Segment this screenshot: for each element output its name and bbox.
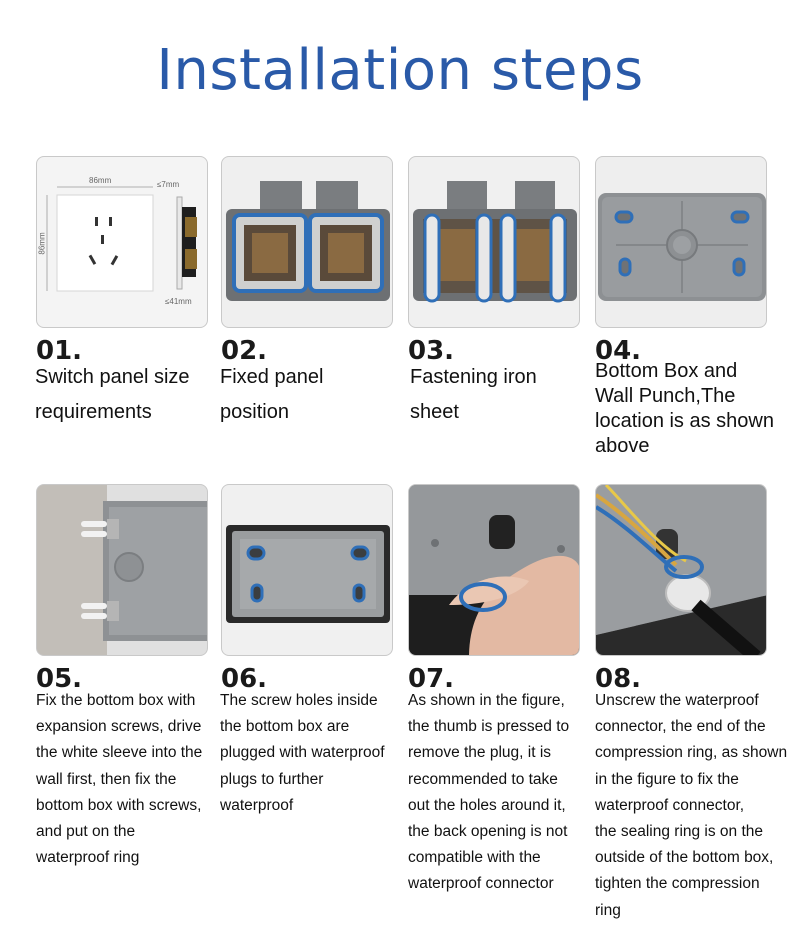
step-3-line: Fastening iron [410, 366, 537, 388]
height-dimension-label: 86mm [37, 232, 47, 255]
step-8-number: 08. [595, 664, 642, 694]
step-2-line: position [220, 401, 289, 423]
step-8-caption [595, 688, 800, 924]
step-8-line: connector, the end of the [595, 718, 766, 736]
step-8-line: compression ring, as shown [595, 744, 788, 762]
step-7-line: the back opening is not [408, 823, 568, 841]
depth-bottom-label: ≤41mm [165, 297, 192, 306]
step-2-image [221, 156, 393, 328]
step-6-number: 06. [221, 664, 268, 694]
step-5-image [36, 484, 208, 656]
step-6-image [221, 484, 393, 656]
step-4-line: above [595, 435, 650, 457]
step-6-line: the bottom box are [220, 718, 350, 736]
step-8-line: waterproof connector, [595, 796, 745, 814]
step-7-caption [408, 688, 594, 898]
step-4-line: Bottom Box and [595, 360, 738, 382]
step-3-caption [410, 360, 592, 430]
step-6-line: plugged with waterproof [220, 744, 385, 762]
step-8-image [595, 484, 767, 656]
step-4-image [595, 156, 767, 328]
step-6-line: plugs to further [220, 770, 324, 788]
step-2-number: 02. [221, 336, 268, 366]
step-6-caption [220, 688, 406, 819]
step-7-line: waterproof connector [408, 875, 554, 893]
step-3-image [408, 156, 580, 328]
step-7-line: out the holes around it, [408, 796, 566, 814]
step-1-number: 01. [36, 336, 83, 366]
width-dimension-label: 86mm [89, 176, 112, 185]
step-5-line: and put on the [36, 823, 136, 841]
step-5-line: bottom box with screws, [36, 796, 202, 814]
step-5-line: wall first, then fix the [36, 770, 177, 788]
step-1-line: requirements [35, 401, 152, 423]
step-8-line: the sealing ring is on the [595, 823, 764, 841]
step-3-line: sheet [410, 401, 459, 423]
step-6-line: waterproof [220, 796, 294, 814]
step-1-image [36, 156, 208, 328]
step-7-line: compatible with the [408, 849, 541, 867]
depth-top-label: ≤7mm [157, 180, 180, 189]
step-4-number: 04. [595, 336, 642, 366]
step-5-caption [36, 688, 222, 871]
step-7-number: 07. [408, 664, 455, 694]
step-2-line: Fixed panel [220, 366, 324, 388]
step-8-line: outside of the bottom box, [595, 849, 774, 867]
step-5-line: the white sleeve into the [36, 744, 203, 762]
step-8-line: in the figure to fix the [595, 770, 739, 788]
step-5-line: waterproof ring [36, 849, 140, 867]
step-7-line: the thumb is pressed to [408, 718, 570, 736]
step-1-caption [35, 360, 217, 430]
step-2-caption [220, 360, 402, 430]
step-4-line: location is as shown [595, 410, 774, 432]
step-4-caption [595, 359, 800, 459]
step-3-number: 03. [408, 336, 455, 366]
step-7-image [408, 484, 580, 656]
step-8-line: tighten the compression [595, 875, 760, 893]
page-title: Installation steps [156, 38, 644, 103]
step-8-line: ring [595, 901, 621, 919]
step-7-line: remove the plug, it is [408, 744, 552, 762]
step-6-line: The screw holes inside [220, 692, 378, 709]
step-4-line: Wall Punch,The [595, 385, 736, 407]
step-1-line: Switch panel size [35, 366, 190, 388]
step-5-line: expansion screws, drive [36, 718, 202, 736]
step-7-line: recommended to take [408, 770, 558, 788]
step-7-line: As shown in the figure, [408, 692, 565, 709]
step-8-line: Unscrew the waterproof [595, 692, 759, 709]
step-5-line: Fix the bottom box with [36, 692, 196, 709]
step-5-number: 05. [36, 664, 83, 694]
